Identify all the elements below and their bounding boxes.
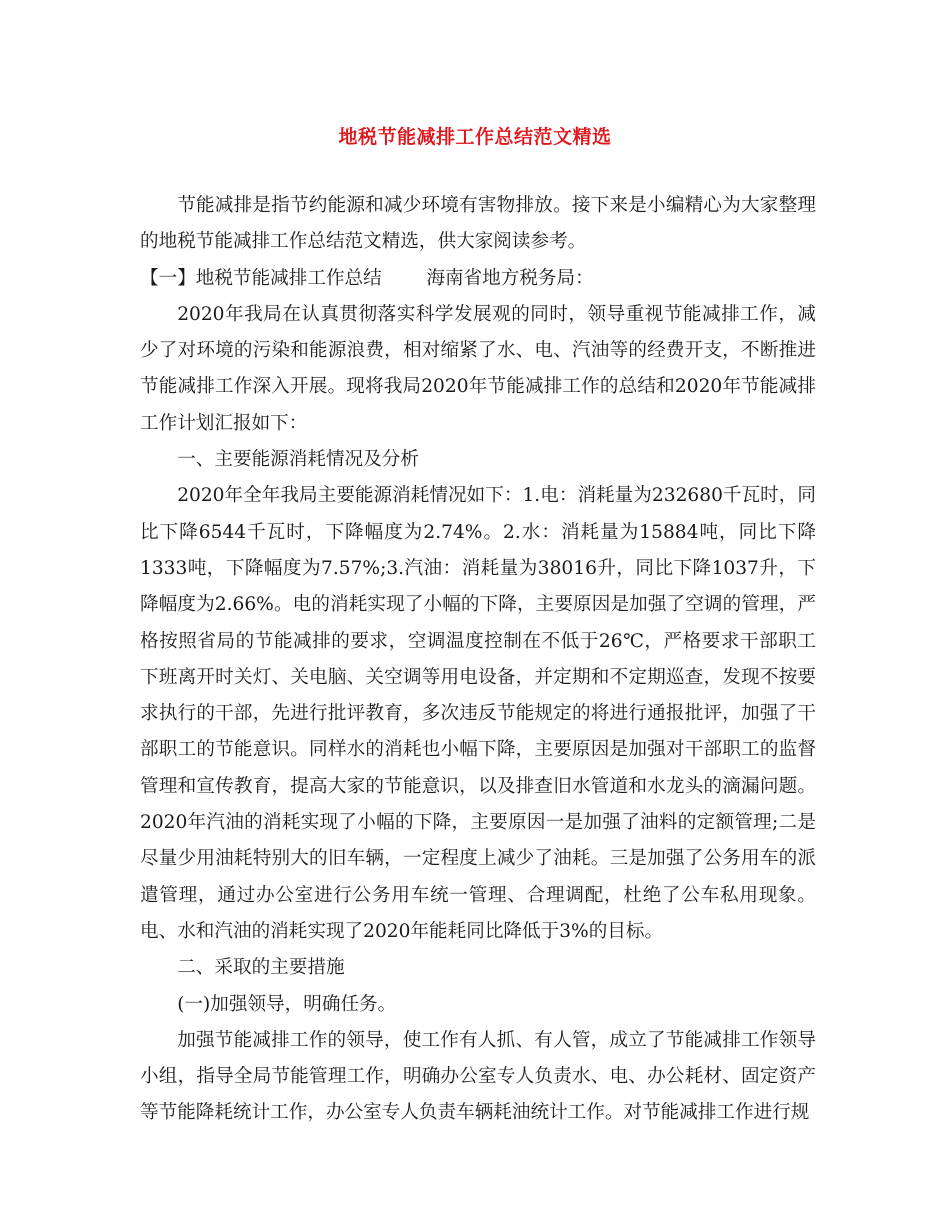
heading-main-measures: 二、采取的主要措施 — [177, 957, 345, 979]
body-paragraph-3: 加强节能减排工作的领导，使工作有人抓、有人管，成立了节能减排工作领导小组，指导全局节能管理工作，明确办公室专人负责水、电、办公耗材、固定资产等节能降耗统计工作，办公室专人负责车辆耗油统计工作。对节能减排工作进行规 — [140, 1029, 816, 1124]
document-title: 地税节能减排工作总结范文精选 — [338, 126, 612, 148]
intro-paragraph: 节能减排是指节约能源和减少环境有害物排放。接下来是小编精心为大家整理的地税节能减排工作总结范文精选，供大家阅读参考。 — [140, 195, 816, 253]
section-heading-line — [140, 261, 816, 297]
subheading-leadership: (一)加强领导，明确任务。 — [177, 993, 397, 1015]
heading-energy-consumption: 一、主要能源消耗情况及分析 — [177, 449, 419, 471]
body-paragraph-1: 2020年我局在认真贯彻落实科学发展观的同时，领导重视节能减排工作，减少了对环境的污染和能源浪费，相对缩紧了水、电、汽油等的经费开支，不断推进节能减排工作深入开展。现将我局2020年节能减排工作的总结和2020年节能减排工作计划汇报如下： — [140, 303, 816, 434]
document-body — [140, 188, 816, 1132]
section-heading: 【一】地税节能减排工作总结 — [140, 267, 382, 289]
section-org: 海南省地方税务局： — [426, 267, 594, 289]
body-paragraph-2: 2020年全年我局主要能源消耗情况如下：1.电：消耗量为232680千瓦时，同比下降6544千瓦时，下降幅度为2.74%。2.水：消耗量为15884吨，同比下降1333吨，下降幅度为7.57%;3.汽油：消耗量为38016升，同比下降1037升，下降幅度为2.66%。电的消耗实现了小幅的下降，主要原因是加强了空调的管理，严格按照省局的节能减排的要求，空调温度控制在不低于26℃，严格要求干部职工下班离开时关灯、关电脑、关空调等用电设备，并定期和不定期巡查，发现不按要求执行的干部，先进行批评教育，多次违反节能规定的将进行通报批评，加强了干部职工的节能意识。同样水的消耗也小幅下降，主要原因是加强对干部职工的监督管理和宣传教育，提高大家的节能意识，以及排查旧水管道和水龙头的滴漏问题。2020年汽油的消耗实现了小幅的下降，主要原因一是加强了油料的定额管理;二是尽量少用油耗特别大的旧车辆，一定程度上减少了油耗。三是加强了公务用车的派遣管理，通过办公室进行公务用车统一管理、合理调配，杜绝了公车私用现象。电、水和汽油的消耗实现了2020年能耗同比降低于3%的目标。 — [140, 485, 816, 942]
